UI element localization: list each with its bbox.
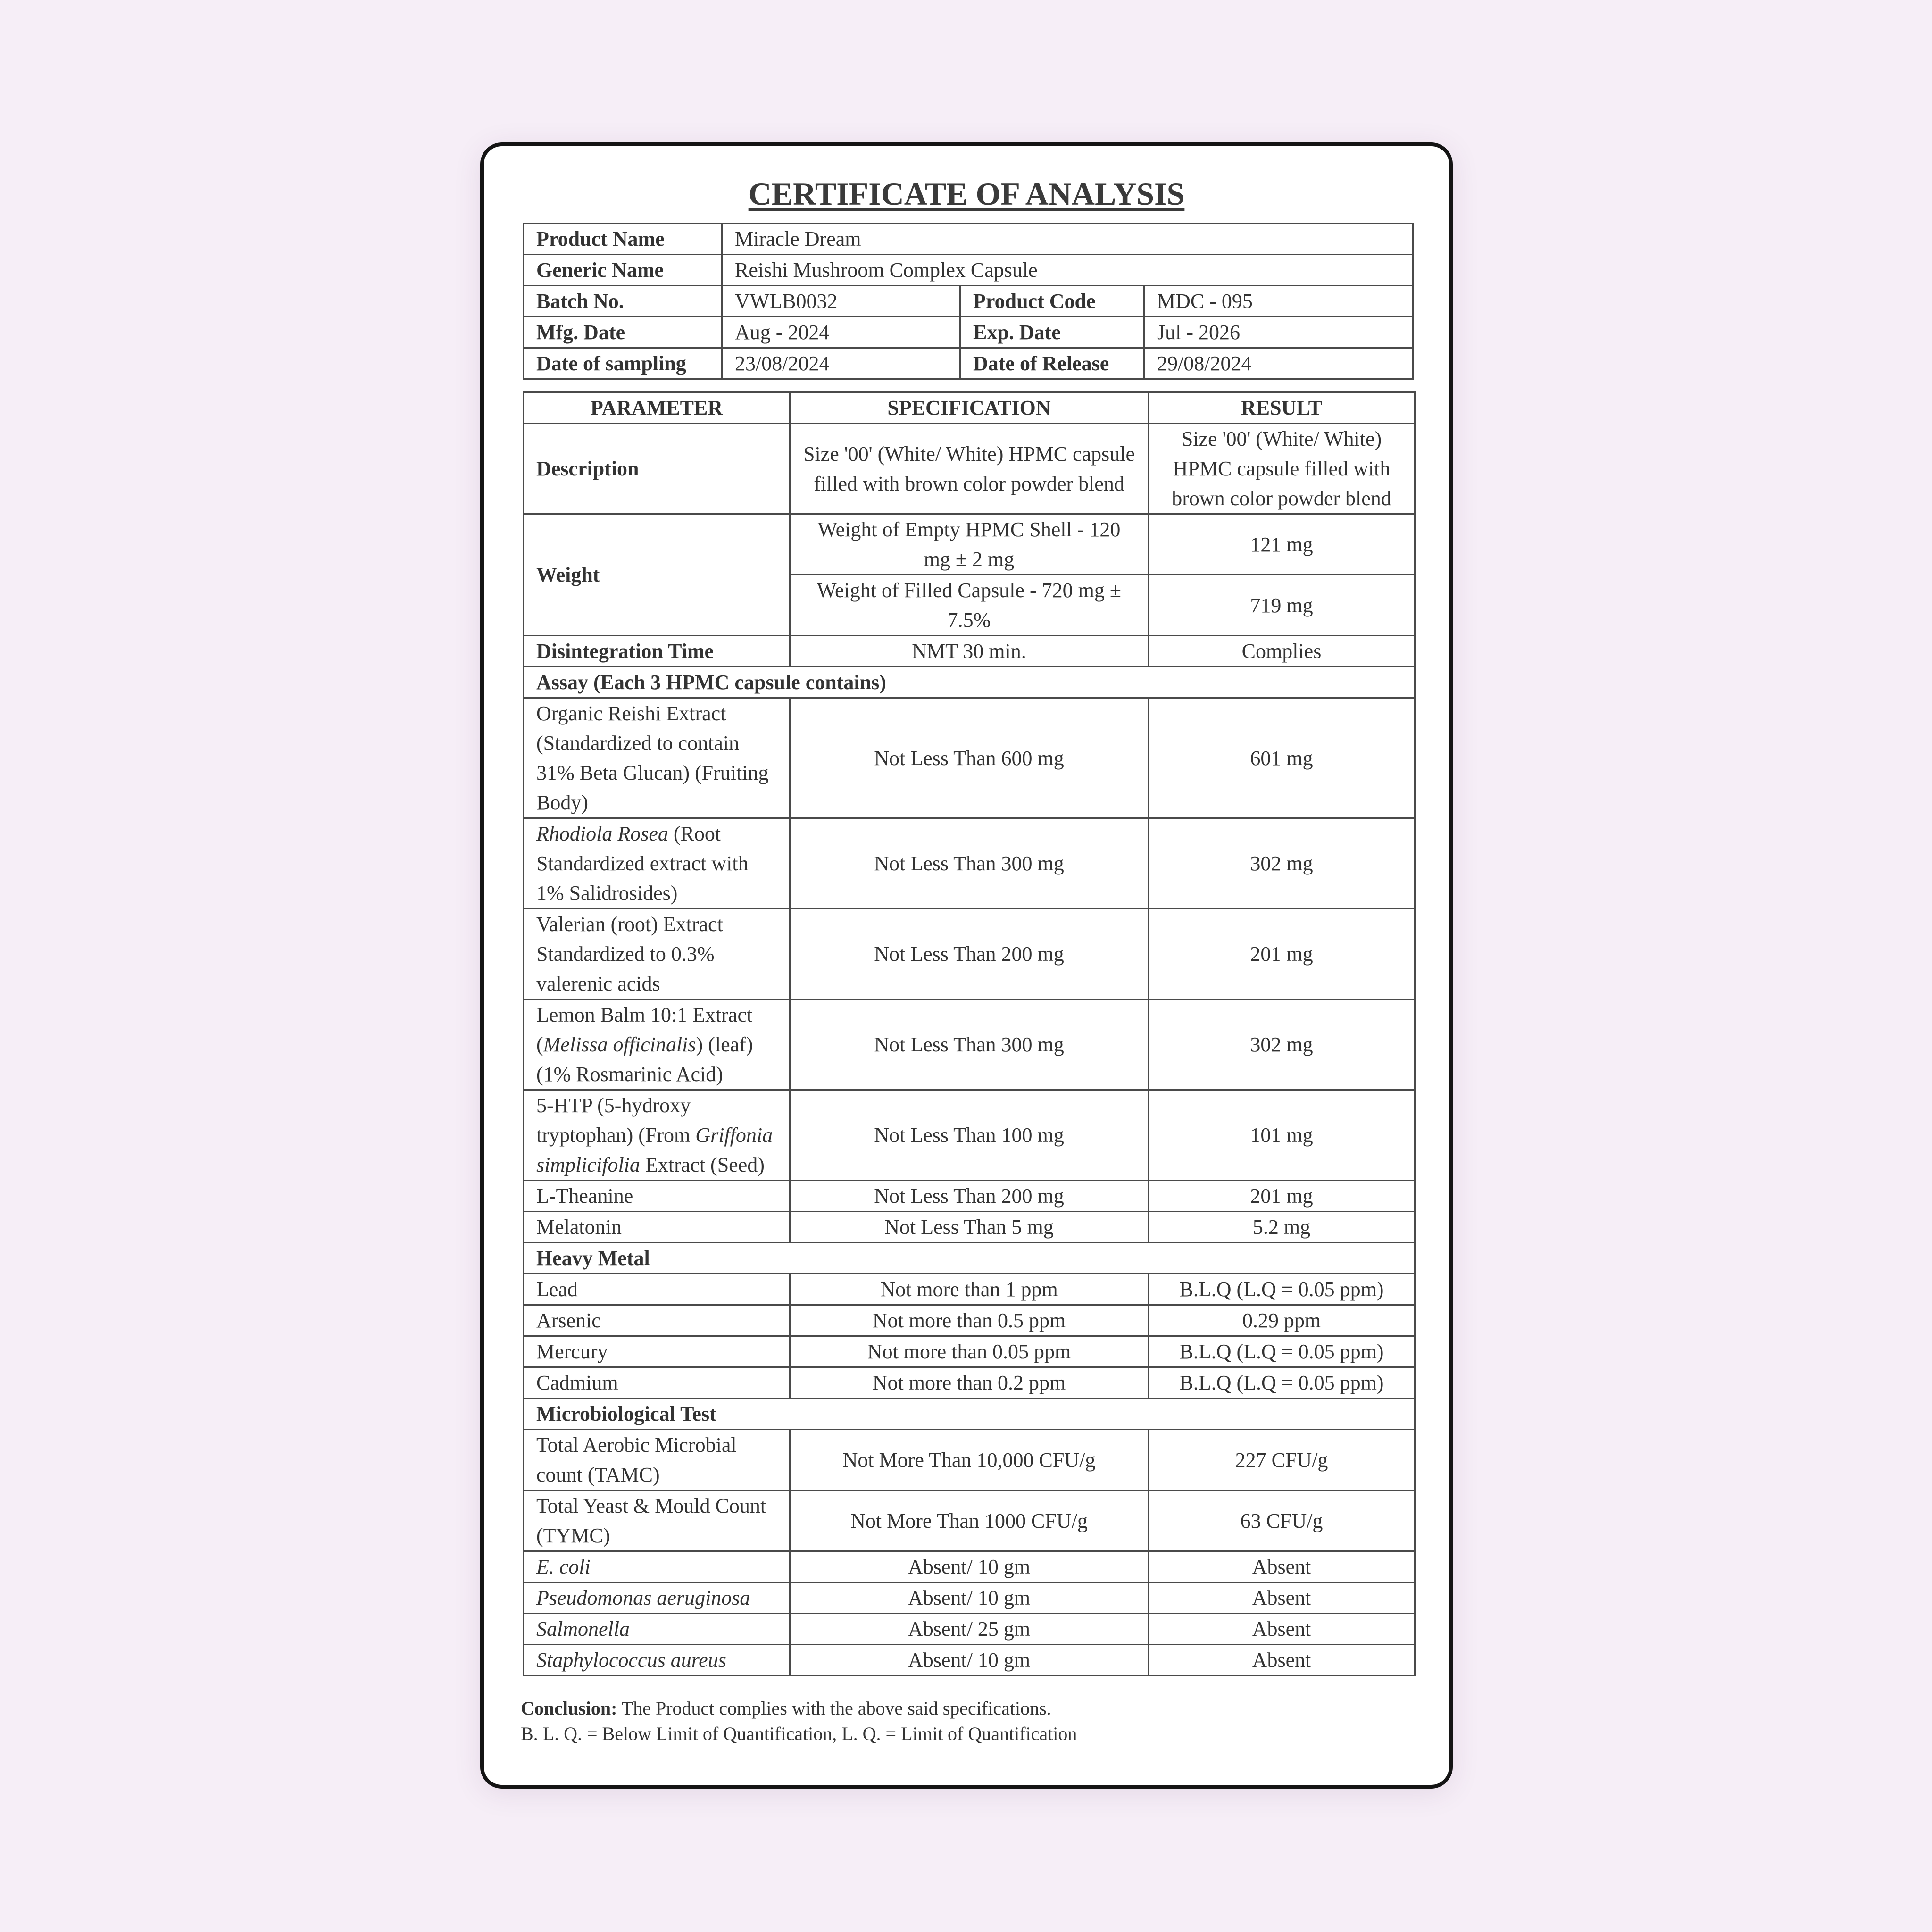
analysis-header-row (524, 392, 1415, 424)
assay-heading: Assay (Each 3 HPMC capsule contains) (524, 667, 1415, 698)
htp-label (524, 1090, 790, 1181)
conclusion-label: Conclusion: (521, 1698, 617, 1719)
arsenic-result: 0.29 ppm (1149, 1305, 1415, 1336)
certificate-card (480, 142, 1453, 1789)
arsenic-label: Arsenic (524, 1305, 790, 1336)
generic-name-label: Generic Name (524, 255, 722, 286)
product-code-value: MDC - 095 (1144, 286, 1413, 317)
heavy-metal-row-arsenic (524, 1305, 1415, 1336)
mfg-date-value: Aug - 2024 (722, 317, 960, 348)
weight-label: Weight (524, 514, 790, 636)
weight-empty-spec: Weight of Empty HPMC Shell - 120 mg ± 2 mg (790, 514, 1149, 575)
specification-header: SPECIFICATION (790, 392, 1149, 424)
conclusion-line (521, 1696, 1417, 1721)
lead-spec: Not more than 1 ppm (790, 1274, 1149, 1305)
lead-result: B.L.Q (L.Q = 0.05 ppm) (1149, 1274, 1415, 1305)
rhodiola-label-rest: (Root Standardized extract with 1% Salidrosides) (536, 822, 749, 905)
product-info-table (523, 223, 1414, 380)
micro-row-salmonella (524, 1614, 1415, 1645)
salmonella-label: Salmonella (524, 1614, 790, 1645)
release-date-value: 29/08/2024 (1144, 348, 1413, 379)
valerian-label: Valerian (root) Extract Standardized to 0.3% valerenic acids (524, 909, 790, 999)
assay-row-5htp (524, 1090, 1415, 1181)
heavy-metal-row-lead (524, 1274, 1415, 1305)
salmonella-spec: Absent/ 25 gm (790, 1614, 1149, 1645)
valerian-spec: Not Less Than 200 mg (790, 909, 1149, 999)
product-name-label: Product Name (524, 224, 722, 255)
reishi-spec: Not Less Than 600 mg (790, 698, 1149, 818)
description-spec: Size '00' (White/ White) HPMC capsule filled with brown color powder blend (790, 424, 1149, 514)
lemon-balm-result: 302 mg (1149, 999, 1415, 1090)
tamc-result: 227 CFU/g (1149, 1430, 1415, 1491)
tamc-spec: Not More Than 10,000 CFU/g (790, 1430, 1149, 1491)
heavy-metal-heading: Heavy Metal (524, 1243, 1415, 1274)
exp-date-value: Jul - 2026 (1144, 317, 1413, 348)
weight-empty-result: 121 mg (1149, 514, 1415, 575)
sampling-date-value: 23/08/2024 (722, 348, 960, 379)
description-label: Description (524, 424, 790, 514)
valerian-result: 201 mg (1149, 909, 1415, 999)
assay-row-valerian (524, 909, 1415, 999)
lemon-balm-label (524, 999, 790, 1090)
assay-row-lemon-balm (524, 999, 1415, 1090)
disintegration-result: Complies (1149, 636, 1415, 667)
assay-row-theanine (524, 1181, 1415, 1212)
mercury-result: B.L.Q (L.Q = 0.05 ppm) (1149, 1336, 1415, 1367)
pseudomonas-spec: Absent/ 10 gm (790, 1582, 1149, 1614)
generic-name-row (524, 255, 1413, 286)
micro-row-pseudomonas (524, 1582, 1415, 1614)
assay-row-melatonin (524, 1212, 1415, 1243)
cadmium-spec: Not more than 0.2 ppm (790, 1367, 1149, 1399)
tymc-label: Total Yeast & Mould Count (TYMC) (524, 1491, 790, 1551)
theanine-spec: Not Less Than 200 mg (790, 1181, 1149, 1212)
assay-row-reishi (524, 698, 1415, 818)
micro-heading: Microbiological Test (524, 1399, 1415, 1430)
result-header: RESULT (1149, 392, 1415, 424)
ecoli-spec: Absent/ 10 gm (790, 1551, 1149, 1582)
htp-label-italic: Griffonia simplicifolia (536, 1124, 773, 1176)
tamc-label: Total Aerobic Microbial count (TAMC) (524, 1430, 790, 1491)
mfg-date-label: Mfg. Date (524, 317, 722, 348)
exp-date-label: Exp. Date (960, 317, 1144, 348)
pseudomonas-label: Pseudomonas aeruginosa (524, 1582, 790, 1614)
lemon-balm-label-a: Lemon Balm 10:1 Extract ( (536, 1003, 753, 1056)
micro-row-staphylococcus (524, 1645, 1415, 1676)
batch-row (524, 286, 1413, 317)
melatonin-label: Melatonin (524, 1212, 790, 1243)
weight-filled-result: 719 mg (1149, 575, 1415, 636)
dates-row (524, 317, 1413, 348)
pseudomonas-result: Absent (1149, 1582, 1415, 1614)
analysis-table (523, 391, 1416, 1676)
htp-label-b: Extract (Seed) (640, 1153, 765, 1176)
ecoli-label: E. coli (524, 1551, 790, 1582)
parameter-header: PARAMETER (524, 392, 790, 424)
disintegration-spec: NMT 30 min. (790, 636, 1149, 667)
product-name-value: Miracle Dream (722, 224, 1413, 255)
description-result: Size '00' (White/ White) HPMC capsule filled with brown color powder blend (1149, 424, 1415, 514)
rhodiola-label-italic: Rhodiola Rosea (536, 822, 668, 845)
lemon-balm-label-b: ) (leaf) (1% Rosmarinic Acid) (536, 1033, 753, 1086)
weight-filled-spec: Weight of Filled Capsule - 720 mg ± 7.5% (790, 575, 1149, 636)
heavy-metal-row-mercury (524, 1336, 1415, 1367)
cadmium-result: B.L.Q (L.Q = 0.05 ppm) (1149, 1367, 1415, 1399)
footer-notes (521, 1696, 1417, 1747)
reishi-result: 601 mg (1149, 698, 1415, 818)
assay-heading-row (524, 667, 1415, 698)
lead-label: Lead (524, 1274, 790, 1305)
product-name-row (524, 224, 1413, 255)
batch-label: Batch No. (524, 286, 722, 317)
theanine-label: L-Theanine (524, 1181, 790, 1212)
staphylococcus-label: Staphylococcus aureus (524, 1645, 790, 1676)
melatonin-result: 5.2 mg (1149, 1212, 1415, 1243)
description-row (524, 424, 1415, 514)
theanine-result: 201 mg (1149, 1181, 1415, 1212)
product-code-label: Product Code (960, 286, 1144, 317)
micro-row-tamc (524, 1430, 1415, 1491)
micro-row-tymc (524, 1491, 1415, 1551)
tymc-spec: Not More Than 1000 CFU/g (790, 1491, 1149, 1551)
htp-spec: Not Less Than 100 mg (790, 1090, 1149, 1181)
generic-name-value: Reishi Mushroom Complex Capsule (722, 255, 1413, 286)
arsenic-spec: Not more than 0.5 ppm (790, 1305, 1149, 1336)
batch-value: VWLB0032 (722, 286, 960, 317)
cadmium-label: Cadmium (524, 1367, 790, 1399)
salmonella-result: Absent (1149, 1614, 1415, 1645)
document-title: CERTIFICATE OF ANALYSIS (748, 176, 1185, 212)
staphylococcus-spec: Absent/ 10 gm (790, 1645, 1149, 1676)
release-date-label: Date of Release (960, 348, 1144, 379)
micro-heading-row (524, 1399, 1415, 1430)
mercury-label: Mercury (524, 1336, 790, 1367)
rhodiola-spec: Not Less Than 300 mg (790, 818, 1149, 909)
lemon-balm-spec: Not Less Than 300 mg (790, 999, 1149, 1090)
lemon-balm-label-italic: Melissa officinalis (543, 1033, 696, 1056)
weight-empty-row (524, 514, 1415, 575)
heavy-metal-row-cadmium (524, 1367, 1415, 1399)
melatonin-spec: Not Less Than 5 mg (790, 1212, 1149, 1243)
rhodiola-result: 302 mg (1149, 818, 1415, 909)
rhodiola-label (524, 818, 790, 909)
htp-label-a: 5-HTP (5-hydroxy tryptophan) (From (536, 1094, 696, 1147)
htp-result: 101 mg (1149, 1090, 1415, 1181)
reishi-label: Organic Reishi Extract (Standardized to contain 31% Beta Glucan) (Fruiting Body) (524, 698, 790, 818)
sampling-date-label: Date of sampling (524, 348, 722, 379)
tymc-result: 63 CFU/g (1149, 1491, 1415, 1551)
conclusion-text: The Product complies with the above said specifications. (617, 1698, 1051, 1719)
disintegration-row (524, 636, 1415, 667)
heavy-metal-heading-row (524, 1243, 1415, 1274)
micro-row-ecoli (524, 1551, 1415, 1582)
disintegration-label: Disintegration Time (524, 636, 790, 667)
ecoli-result: Absent (1149, 1551, 1415, 1582)
abbreviation-note: B. L. Q. = Below Limit of Quantification, L. Q. = Limit of Quantification (521, 1723, 1077, 1744)
staphylococcus-result: Absent (1149, 1645, 1415, 1676)
sampling-row (524, 348, 1413, 379)
assay-row-rhodiola (524, 818, 1415, 909)
mercury-spec: Not more than 0.05 ppm (790, 1336, 1149, 1367)
